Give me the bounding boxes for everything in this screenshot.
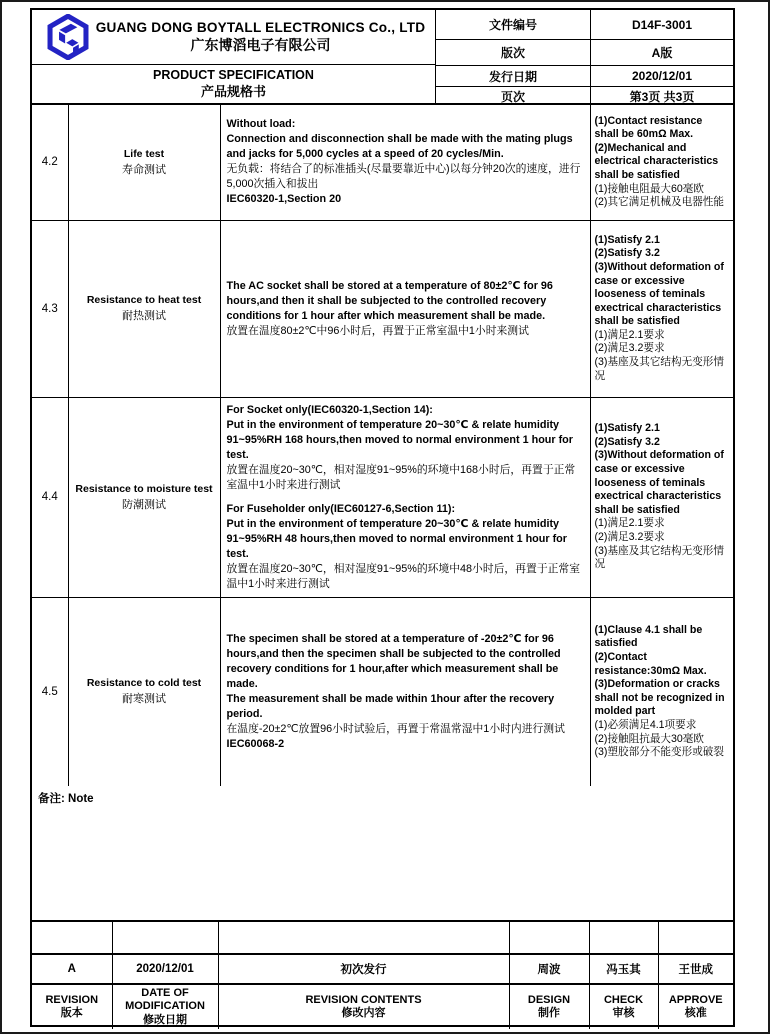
clause-number: 4.3 — [32, 220, 68, 397]
text-line: DESIGN — [527, 993, 571, 1006]
text-line: Put in the environment of temperature 20~30℃ & relate humidity 91~95%RH 48 hours,then moved to normal environment 1 hour for test. — [226, 517, 567, 560]
revision-empty-row — [32, 922, 733, 954]
test-name-cell — [68, 597, 220, 786]
text-line: The specimen shall be stored at a temperature of -20±2℃ for 96 hours,and then the specimen shall be subjected to the controlled recovery conditions for 1 hour,after which measurement shall be made. — [226, 632, 561, 690]
revision-label: 版次 — [436, 39, 590, 65]
revision-value: A版 — [590, 39, 733, 65]
text-line: (2)其它满足机械及电器性能 — [594, 196, 724, 209]
spec-table — [32, 105, 733, 786]
empty-cell — [658, 922, 733, 954]
test-name-cn: 寿命测试 — [122, 163, 166, 176]
page-value: 第3页 共3页 — [590, 86, 733, 105]
contents-header — [218, 984, 509, 1029]
text-line: (1)Satisfy 2.1 — [594, 233, 660, 246]
text-line: IEC60068-2 — [226, 737, 285, 750]
text-line: (2)Mechanical and electrical characteristics shall be satisfied — [594, 141, 719, 182]
note-section — [32, 786, 733, 922]
test-requirement-cell — [590, 397, 733, 597]
header-left-block — [32, 10, 436, 103]
revision-table — [32, 922, 733, 1029]
table-row-4-4 — [32, 397, 733, 597]
test-requirement-cell — [590, 597, 733, 786]
text-line: 修改内容 — [341, 1007, 386, 1019]
text-line: IEC60320-1,Section 20 — [226, 193, 342, 206]
test-name-cell — [68, 397, 220, 597]
text-line: Connection and disconnection shall be made with the mating plugs and jacks for 5,000 cycles at a speed of 20 cycles/Min. — [226, 133, 573, 161]
revision-header — [32, 984, 112, 1029]
clause-number: 4.5 — [32, 597, 68, 786]
company-logo-icon — [44, 14, 92, 60]
approve-header — [658, 984, 733, 1029]
table-row-4-3 — [32, 220, 733, 397]
text-line: 审核 — [612, 1007, 635, 1019]
header-fields-table — [436, 10, 733, 103]
text-line: (3)Without deformation of case or excessive looseness of teminals exectrical characteristics shall be satisfied — [594, 260, 724, 328]
test-name-cn: 防潮测试 — [122, 498, 166, 511]
text-line: (3)基座及其它结构无变形情况 — [594, 544, 724, 571]
text-line: The AC socket shall be stored at a temperature of 80±2℃ for 96 hours,and then it shall be subjected to the controlled recovery conditions for 1 hour after which measurement shall be made. — [226, 279, 553, 322]
text-line: For Fuseholder only(IEC60127-6,Section 11): — [226, 502, 456, 515]
document-title-en: PRODUCT SPECIFICATION — [153, 68, 314, 82]
text-line: REVISION CONTENTS — [305, 993, 422, 1006]
text-line: For Socket only(IEC60320-1,Section 14): — [226, 403, 433, 416]
empty-cell — [589, 922, 658, 954]
text-line: 在温度-20±2℃放置96小时试验后，再置于常温常湿中1小时内进行测试 — [226, 722, 565, 735]
text-line: Put in the environment of temperature 20~30℃ & relate humidity 91~95%RH 168 hours,then moved to normal environment 1 hour for test. — [226, 418, 573, 461]
text-line: (2)接触阻抗最大30毫欧 — [594, 732, 704, 745]
text-line: (1)满足2.1要求 — [594, 328, 665, 341]
test-requirement-cell — [590, 220, 733, 397]
doc-number-value: D14F-3001 — [590, 10, 733, 39]
empty-cell — [32, 922, 112, 954]
test-name-en: Resistance to heat test — [86, 294, 202, 306]
revision-contents: 初次发行 — [218, 954, 509, 984]
issue-date-value: 2020/12/01 — [590, 65, 733, 86]
test-name-en: Life test — [123, 147, 165, 160]
check-header — [589, 984, 658, 1029]
text-line: (3)Deformation or cracks shall not be recognized in molded part — [594, 678, 725, 718]
document-header — [32, 10, 733, 105]
approve-name: 王世成 — [658, 954, 733, 984]
revision-entry-row — [32, 954, 733, 984]
test-name-cell — [68, 105, 220, 220]
text-line: 核准 — [684, 1007, 707, 1019]
company-block — [32, 10, 435, 65]
text-line: 制作 — [538, 1007, 560, 1019]
date-header — [112, 984, 218, 1029]
text-line: (3)塑胶部分不能变形或破裂 — [594, 746, 724, 759]
test-description-cell — [220, 105, 590, 220]
test-name-en: Resistance to cold test — [86, 677, 202, 690]
text-line: (2)Satisfy 3.2 — [594, 247, 660, 260]
test-name-en: Resistance to moisture test — [75, 482, 213, 495]
text-line: 修改日期 — [143, 1013, 187, 1026]
text-line — [227, 493, 584, 502]
text-line: 版本 — [60, 1007, 83, 1019]
text-line: (2)满足3.2要求 — [594, 530, 665, 543]
text-line: 放置在温度20~30℃，相对湿度91~95%的环境中48小时后，再置于正常室温中1小时来进行测试 — [226, 562, 581, 590]
empty-cell — [218, 922, 509, 954]
text-line: (2)Contact resistance:30mΩ Max. — [594, 650, 707, 677]
company-name-cn: 广东博滔电子有限公司 — [190, 37, 331, 53]
test-description-cell — [220, 397, 590, 597]
test-name-cn: 耐寒测试 — [122, 693, 166, 706]
spec-document — [30, 8, 735, 1027]
document-title — [32, 65, 435, 103]
revision-date: 2020/12/01 — [112, 954, 218, 984]
text-line: 放置在温度80±2℃中96小时后，再置于正常室温中1小时来测试 — [226, 324, 529, 337]
text-line: (1)接触电阻最大60毫欧 — [594, 182, 704, 195]
empty-cell — [509, 922, 589, 954]
text-line: Without load: — [226, 118, 296, 131]
text-line: (1)必须满足4.1项要求 — [594, 718, 697, 731]
clause-number: 4.2 — [32, 105, 68, 220]
design-name: 周波 — [509, 954, 589, 984]
text-line: The measurement shall be made within 1hour after the recovery period. — [226, 692, 555, 720]
doc-number-label: 文件编号 — [488, 18, 537, 32]
test-requirement-cell — [590, 105, 733, 220]
page-label: 页次 — [436, 86, 590, 105]
document-title-cn: 产品规格书 — [200, 84, 266, 99]
text-line: 无负载：将结合了的标准插头(尽量要靠近中心)以每分钟20次的速度，进行5,000次插入和拔出 — [226, 163, 581, 191]
text-line: 放置在温度20~30℃，相对湿度91~95%的环境中168小时后，再置于正常室温中1小时来进行测试 — [226, 463, 576, 491]
text-line: DATE OF — [141, 986, 189, 999]
company-name-en: GUANG DONG BOYTALL ELECTRONICS Co., LTD — [95, 20, 426, 35]
text-line: MODIFICATION — [125, 1000, 205, 1013]
test-name-cell — [68, 220, 220, 397]
note-label: 备注: Note — [38, 793, 94, 805]
design-header — [509, 984, 589, 1029]
table-row-4-2 — [32, 105, 733, 220]
text-line: (1)Contact resistance shall be 60mΩ Max. — [594, 114, 703, 141]
text-line: (3)Without deformation of case or excessive looseness of teminals exectrical characteristics shall be satisfied — [594, 449, 724, 516]
text-line: (1)Satisfy 2.1 — [594, 422, 660, 435]
text-line: (1)满足2.1要求 — [594, 517, 665, 530]
text-line: (2)满足3.2要求 — [594, 342, 665, 355]
revision-code: A — [32, 954, 112, 984]
text-line: APPROVE — [668, 993, 723, 1006]
text-line: (1)Clause 4.1 shall be satisfied — [594, 623, 703, 650]
text-line: (3)基座及其它结构无变形情况 — [594, 356, 724, 382]
issue-date-label: 发行日期 — [436, 65, 590, 86]
text-line: REVISION — [45, 993, 99, 1006]
empty-cell — [112, 922, 218, 954]
revision-header-row — [32, 984, 733, 1029]
text-line: CHECK — [603, 993, 644, 1006]
clause-number: 4.4 — [32, 397, 68, 597]
table-row-4-5 — [32, 597, 733, 786]
test-description-cell — [220, 220, 590, 397]
company-names — [92, 19, 429, 55]
text-line: (2)Satisfy 3.2 — [594, 435, 660, 448]
test-name-cn: 耐热测试 — [122, 310, 166, 322]
test-description-cell — [220, 597, 590, 786]
check-name: 冯玉其 — [589, 954, 658, 984]
